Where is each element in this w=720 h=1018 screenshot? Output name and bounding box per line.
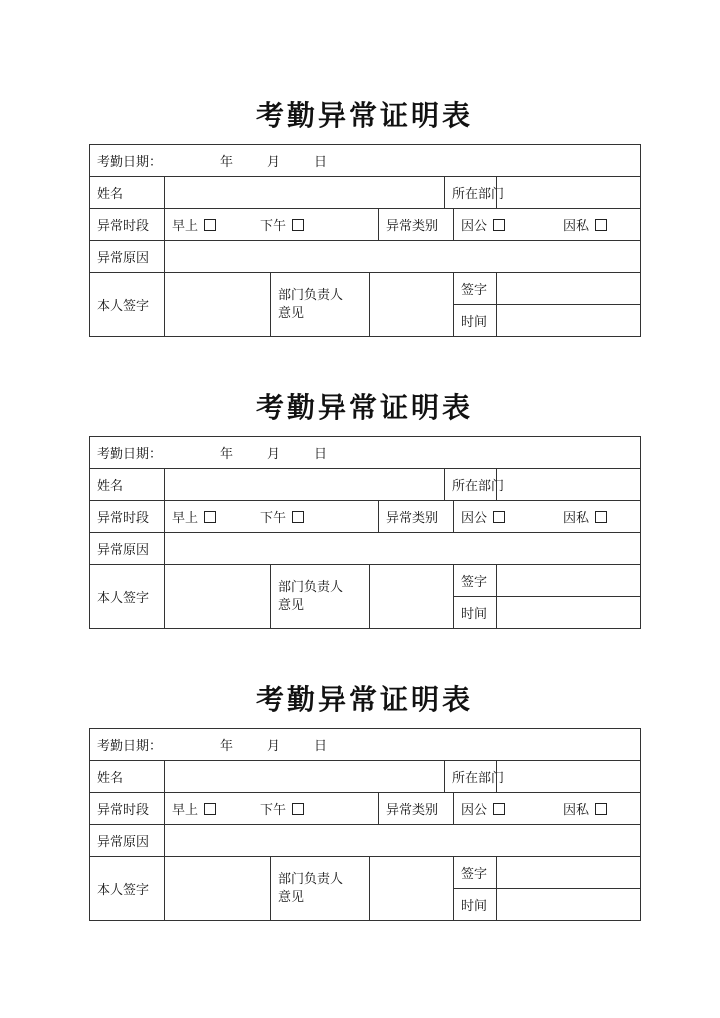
sign-field[interactable] <box>497 857 641 889</box>
day-label: 日 <box>314 739 328 754</box>
morning-label: 早上 <box>172 219 199 234</box>
type-options <box>454 793 641 825</box>
sign-row-top <box>90 565 641 597</box>
time-label: 时间 <box>454 305 497 337</box>
date-label: 考勤日期： <box>97 155 163 170</box>
form-table <box>89 728 641 921</box>
sign-label: 签字 <box>454 565 497 597</box>
self-sign-field[interactable] <box>165 273 271 337</box>
name-label: 姓名 <box>90 761 165 793</box>
name-row <box>90 177 641 209</box>
morning-checkbox[interactable] <box>204 803 216 815</box>
manager-opinion-field[interactable] <box>370 565 454 629</box>
afternoon-label: 下午 <box>260 219 287 234</box>
self-sign-field[interactable] <box>165 857 271 921</box>
business-label: 因公 <box>461 511 488 526</box>
business-label: 因公 <box>461 219 488 234</box>
date-label: 考勤日期： <box>97 447 163 462</box>
attendance-exception-form <box>89 391 640 629</box>
date-row <box>90 729 641 761</box>
form-title: 考勤异常证明表 <box>255 683 473 716</box>
personal-checkbox[interactable] <box>595 511 607 523</box>
date-row <box>90 437 641 469</box>
manager-opinion-field[interactable] <box>370 273 454 337</box>
manager-opinion-line2: 意见 <box>278 889 305 905</box>
manager-opinion-label <box>271 273 370 337</box>
morning-checkbox[interactable] <box>204 219 216 231</box>
afternoon-checkbox[interactable] <box>292 219 304 231</box>
date-cell <box>90 729 641 761</box>
self-sign-label: 本人签字 <box>90 273 165 337</box>
year-label: 年 <box>220 447 234 462</box>
form-title: 考勤异常证明表 <box>255 99 473 132</box>
attendance-exception-form <box>89 99 640 337</box>
sign-field[interactable] <box>497 273 641 305</box>
morning-option <box>172 507 216 526</box>
month-label: 月 <box>267 739 281 754</box>
reason-label: 异常原因 <box>90 533 165 565</box>
type-options <box>454 501 641 533</box>
reason-row <box>90 241 641 273</box>
date-cell <box>90 145 641 177</box>
afternoon-label: 下午 <box>260 511 287 526</box>
reason-field[interactable] <box>165 825 641 857</box>
period-options <box>165 793 379 825</box>
type-label: 异常类别 <box>379 501 454 533</box>
manager-opinion-field[interactable] <box>370 857 454 921</box>
business-checkbox[interactable] <box>493 219 505 231</box>
sign-row-top <box>90 857 641 889</box>
business-option <box>461 507 505 526</box>
name-field[interactable] <box>165 761 445 793</box>
period-options <box>165 501 379 533</box>
sign-field[interactable] <box>497 565 641 597</box>
period-row <box>90 209 641 241</box>
personal-label: 因私 <box>563 803 590 818</box>
manager-opinion-line1: 部门负责人 <box>278 871 344 887</box>
afternoon-option <box>260 507 304 526</box>
reason-field[interactable] <box>165 533 641 565</box>
type-options <box>454 209 641 241</box>
manager-opinion-label <box>271 565 370 629</box>
afternoon-label: 下午 <box>260 803 287 818</box>
morning-checkbox[interactable] <box>204 511 216 523</box>
day-label: 日 <box>314 155 328 170</box>
manager-opinion-line2: 意见 <box>278 305 305 321</box>
personal-option <box>563 215 607 234</box>
form-title: 考勤异常证明表 <box>255 391 473 424</box>
period-label: 异常时段 <box>90 793 165 825</box>
business-option <box>461 215 505 234</box>
reason-row <box>90 533 641 565</box>
dept-label: 所在部门 <box>445 469 497 501</box>
period-row <box>90 501 641 533</box>
sign-row-top <box>90 273 641 305</box>
afternoon-option <box>260 215 304 234</box>
afternoon-checkbox[interactable] <box>292 803 304 815</box>
time-label: 时间 <box>454 597 497 629</box>
month-label: 月 <box>267 447 281 462</box>
reason-label: 异常原因 <box>90 825 165 857</box>
form-table <box>89 436 641 629</box>
date-label: 考勤日期： <box>97 739 163 754</box>
self-sign-field[interactable] <box>165 565 271 629</box>
personal-option <box>563 507 607 526</box>
dept-field[interactable] <box>497 469 641 501</box>
business-checkbox[interactable] <box>493 803 505 815</box>
name-label: 姓名 <box>90 177 165 209</box>
business-option <box>461 799 505 818</box>
reason-row <box>90 825 641 857</box>
morning-label: 早上 <box>172 803 199 818</box>
personal-label: 因私 <box>563 511 590 526</box>
personal-checkbox[interactable] <box>595 803 607 815</box>
name-field[interactable] <box>165 177 445 209</box>
dept-field[interactable] <box>497 177 641 209</box>
business-checkbox[interactable] <box>493 511 505 523</box>
sign-label: 签字 <box>454 273 497 305</box>
reason-field[interactable] <box>165 241 641 273</box>
type-label: 异常类别 <box>379 209 454 241</box>
name-label: 姓名 <box>90 469 165 501</box>
year-label: 年 <box>220 739 234 754</box>
period-row <box>90 793 641 825</box>
personal-label: 因私 <box>563 219 590 234</box>
day-label: 日 <box>314 447 328 462</box>
sign-label: 签字 <box>454 857 497 889</box>
time-field[interactable] <box>497 889 641 921</box>
form-table <box>89 144 641 337</box>
dept-field[interactable] <box>497 761 641 793</box>
name-row <box>90 469 641 501</box>
personal-option <box>563 799 607 818</box>
name-field[interactable] <box>165 469 445 501</box>
time-field[interactable] <box>497 305 641 337</box>
period-options <box>165 209 379 241</box>
afternoon-checkbox[interactable] <box>292 511 304 523</box>
business-label: 因公 <box>461 803 488 818</box>
period-label: 异常时段 <box>90 501 165 533</box>
personal-checkbox[interactable] <box>595 219 607 231</box>
self-sign-label: 本人签字 <box>90 565 165 629</box>
manager-opinion-label <box>271 857 370 921</box>
afternoon-option <box>260 799 304 818</box>
date-row <box>90 145 641 177</box>
type-label: 异常类别 <box>379 793 454 825</box>
date-cell <box>90 437 641 469</box>
morning-label: 早上 <box>172 511 199 526</box>
dept-label: 所在部门 <box>445 761 497 793</box>
time-label: 时间 <box>454 889 497 921</box>
year-label: 年 <box>220 155 234 170</box>
manager-opinion-line2: 意见 <box>278 597 305 613</box>
time-field[interactable] <box>497 597 641 629</box>
period-label: 异常时段 <box>90 209 165 241</box>
name-row <box>90 761 641 793</box>
self-sign-label: 本人签字 <box>90 857 165 921</box>
attendance-exception-form <box>89 683 640 921</box>
month-label: 月 <box>267 155 281 170</box>
dept-label: 所在部门 <box>445 177 497 209</box>
manager-opinion-line1: 部门负责人 <box>278 579 344 595</box>
reason-label: 异常原因 <box>90 241 165 273</box>
manager-opinion-line1: 部门负责人 <box>278 287 344 303</box>
morning-option <box>172 215 216 234</box>
morning-option <box>172 799 216 818</box>
